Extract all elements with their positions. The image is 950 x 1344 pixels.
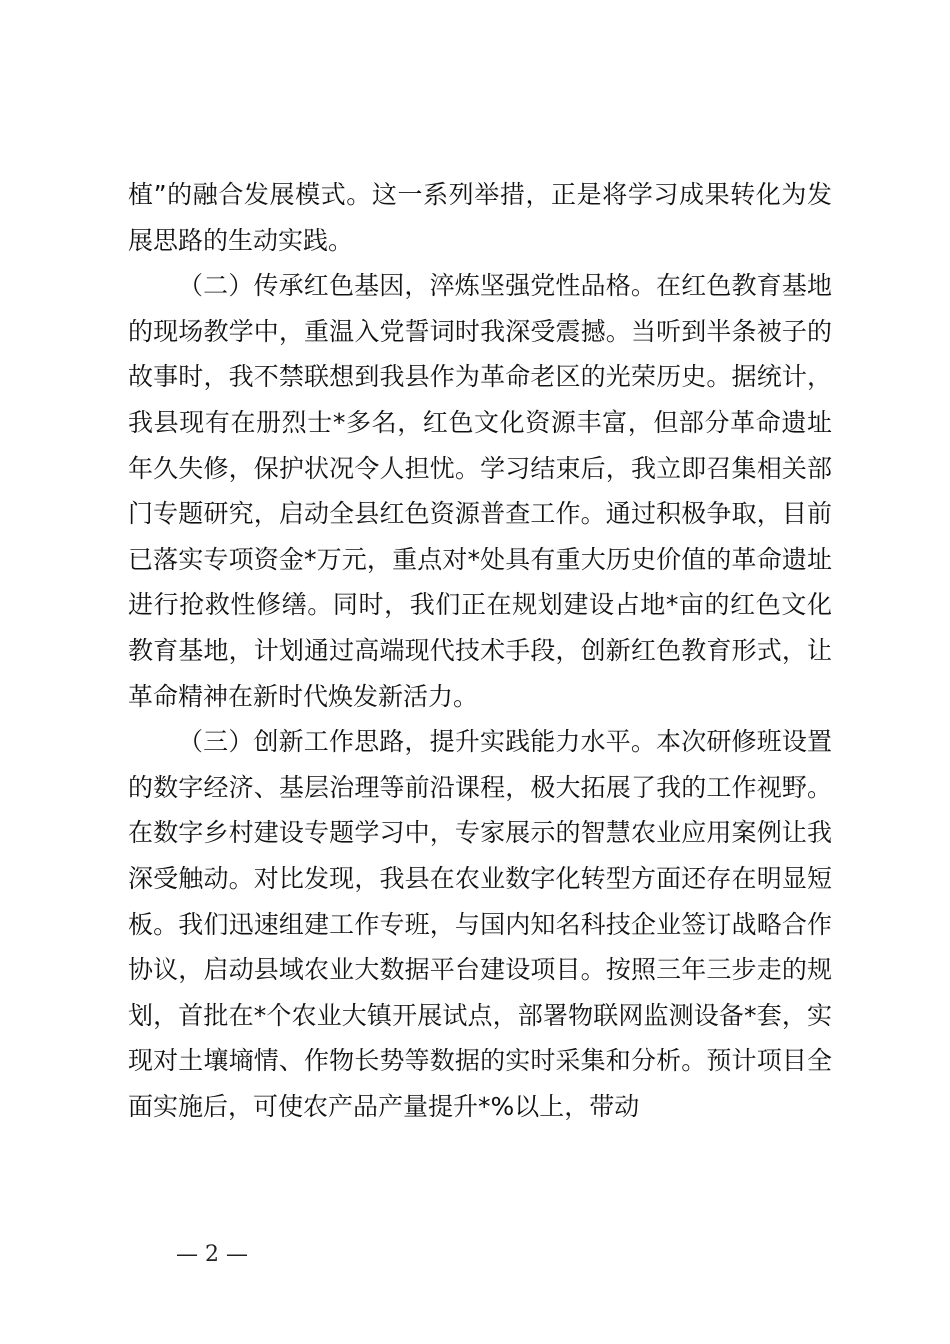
page-number: — 2 — [176, 1242, 248, 1267]
paragraph-section-two: （二）传承红色基因，淬炼坚强党性品格。在红色教育基地的现场教学中，重温入党誓词时我深受震撼。当听到半条被子的故事时，我不禁联想到我县作为革命老区的光荣历史。据统计，我县现有在册烈士*多名，红色文化资源丰富，但部分革命遗址年久失修，保护状况令人担忧。学习结束后，我立即召集相关部门专题研究，启动全县红色资源普查工作。通过积极争取，目前已落实专项资金*万元，重点对*处具有重大历史价值的革命遗址进行抢救性修缮。同时，我们正在规划建设占地*亩的红色文化教育基地，计划通过高端现代技术手段，创新红色教育形式，让革命精神在新时代焕发新活力。 [128, 271, 832, 711]
paragraph-continuation: 植”的融合发展模式。这一系列举措，正是将学习成果转化为发展思路的生动实践。 [128, 180, 832, 255]
paragraph-section-three: （三）创新工作思路，提升实践能力水平。本次研修班设置的数字经济、基层治理等前沿课程，极大拓展了我的工作视野。在数字乡村建设专题学习中，专家展示的智慧农业应用案例让我深受触动。对比发现，我县在农业数字化转型方面还存在明显短板。我们迅速组建工作专班，与国内知名科技企业签订战略合作协议，启动县域农业大数据平台建设项目。按照三年三步走的规划，首批在*个农业大镇开展试点，部署物联网监测设备*套，实现对土壤墒情、作物长势等数据的实时采集和分析。预计项目全面实施后，可使农产品产量提升*%以上，带动 [128, 727, 832, 1121]
document-body [128, 172, 832, 1129]
